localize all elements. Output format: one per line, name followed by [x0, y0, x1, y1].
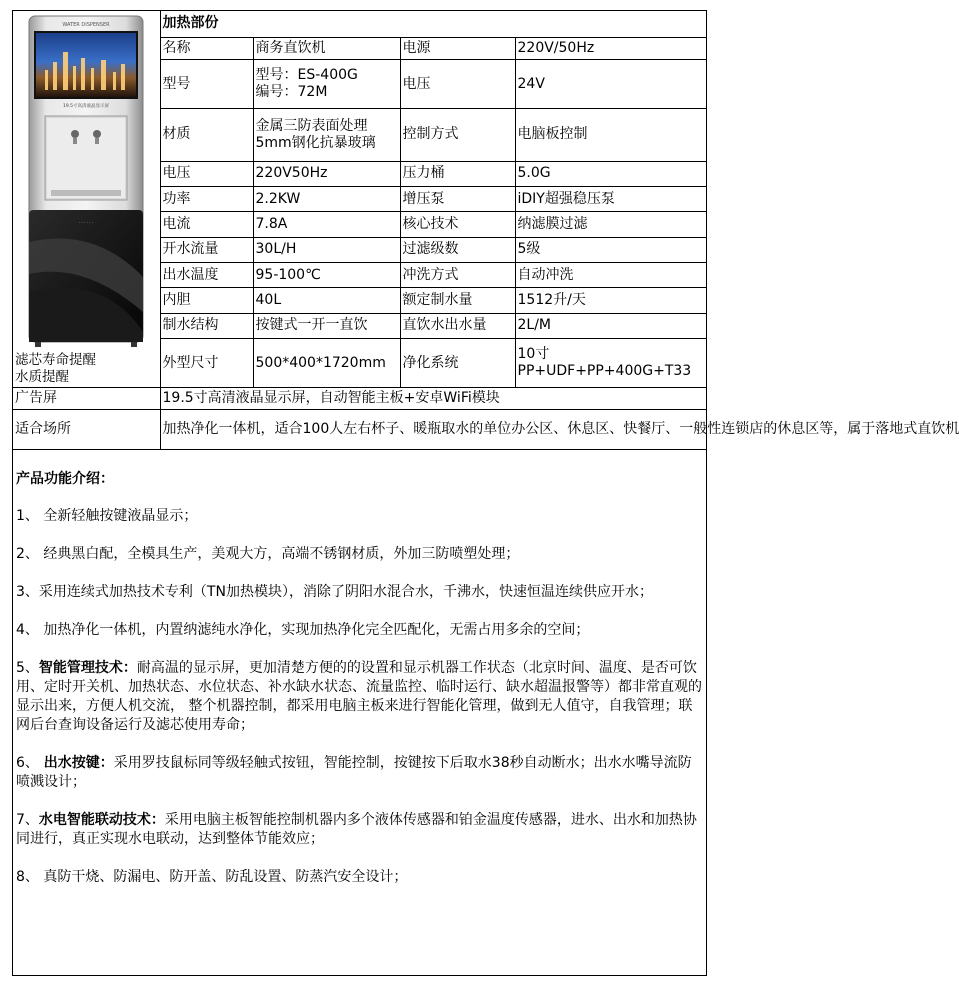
spec-value: 5级 — [515, 237, 707, 262]
spec-value: 自动冲洗 — [515, 263, 707, 288]
spec-value: 2L/M — [515, 313, 707, 338]
brand-logo: WATER DISPENSER — [62, 22, 110, 28]
spec-label: 外型尺寸 — [160, 339, 253, 388]
spec-label: 电源 — [400, 37, 515, 59]
spec-value: 500*400*1720mm — [253, 339, 400, 388]
filter-size: 10寸 — [517, 346, 550, 363]
spec-value — [515, 339, 707, 388]
spec-value: 5.0G — [515, 161, 707, 186]
spec-value: 1512升/天 — [515, 288, 707, 313]
spec-label: 开水流量 — [160, 237, 253, 262]
spec-value: 商务直饮机 — [253, 37, 400, 59]
material-line-1: 金属三防表面处理 — [255, 117, 368, 134]
filter-stages: PP+UDF+PP+400G+T33 — [517, 363, 692, 380]
spec-value: 220V50Hz — [253, 161, 400, 186]
filter-life-reminder: 滤芯寿命提醒 — [15, 352, 96, 368]
material-line-2: 5mm钢化抗暴玻璃 — [255, 134, 376, 151]
spec-value: 纳滤膜过滤 — [515, 212, 707, 237]
spec-value: 40L — [253, 288, 400, 313]
water-dispenser-illustration — [15, 12, 157, 348]
spec-label: 出水温度 — [160, 263, 253, 288]
spec-label: 控制方式 — [400, 108, 515, 161]
spec-label: 核心技术 — [400, 212, 515, 237]
feature-item: 5、智能管理技术：耐高温的显示屏，更加清楚方便的的设置和显示机器工作状态（北京时间、温度、是否可饮用、定时开关机、加热状态、水位状态、补水缺水状态、流量监控、临时运行、缺水超温报警等）都非常直观的显示出来，方便人机交流， 整个机器控制，都采用电脑主板来进行智能化管理，做到无人值守，自我管理；联网后台查询设备运行及滤芯使用寿命； — [16, 660, 702, 733]
spec-label: 过滤级数 — [400, 237, 515, 262]
spec-label: 直饮水出水量 — [400, 313, 515, 338]
spec-label: 额定制水量 — [400, 288, 515, 313]
spec-sheet — [12, 10, 959, 976]
product-image — [15, 12, 157, 348]
spec-label: 功率 — [160, 187, 253, 212]
feature-item: 1、 全新轻触按键液晶显示； — [16, 508, 198, 524]
spec-value: 95-100℃ — [253, 263, 400, 288]
spec-label: 电压 — [400, 60, 515, 109]
product-features — [13, 468, 706, 887]
spec-value — [253, 108, 400, 161]
product-photo-cell — [13, 11, 160, 388]
ad-screen-value: 19.5寸高清液晶显示屏，自动智能主板+安卓WiFi模块 — [160, 388, 707, 410]
model-number: 型号：ES-400G — [255, 67, 358, 84]
spec-value: 220V/50Hz — [515, 37, 707, 59]
water-quality-reminder: 水质提醒 — [15, 369, 69, 385]
feature-item: 2、 经典黑白配，全模具生产，美观大方，高端不锈钢材质，外加三防喷塑处理； — [16, 546, 520, 562]
spec-value: 7.8A — [253, 212, 400, 237]
serial-number: 编号：72M — [255, 84, 328, 101]
spec-label: 名称 — [160, 37, 253, 59]
spec-label: 增压泵 — [400, 187, 515, 212]
spec-label: 型号 — [160, 60, 253, 109]
spec-label: 冲洗方式 — [400, 263, 515, 288]
spec-value: iDIY超强稳压泵 — [515, 187, 707, 212]
spec-label: 材质 — [160, 108, 253, 161]
spec-value: 30L/H — [253, 237, 400, 262]
spec-label: 压力桶 — [400, 161, 515, 186]
spec-value: 电脑板控制 — [515, 108, 707, 161]
spec-label: 内胆 — [160, 288, 253, 313]
spec-label: 净化系统 — [400, 339, 515, 388]
feature-item: 3、采用连续式加热技术专利（TN加热模块），消除了阴阳水混合水，千沸水，快速恒温连续供应开水； — [16, 584, 653, 600]
feature-item: 6、 出水按键：采用罗技鼠标同等级轻触式按钮，智能控制，按键按下后取水38秒自动断水；出水水嘴导流防喷溅设计； — [16, 755, 692, 790]
spec-value — [253, 60, 400, 109]
heating-section-title: 加热部份 — [160, 11, 707, 37]
features-title: 产品功能介绍： — [16, 471, 114, 487]
spec-value: 24V — [515, 60, 707, 109]
ad-screen-label: 广告屏 — [13, 388, 160, 410]
spec-label: 制水结构 — [160, 313, 253, 338]
feature-item: 7、水电智能联动技术：采用电脑主板智能控制机器内多个液体传感器和铂金温度传感器，进水、出水和加热协同进行，真正实现水电联动，达到整体节能效应； — [16, 812, 697, 847]
spec-value: 2.2KW — [253, 187, 400, 212]
panel-label: · · · · · · — [79, 220, 94, 225]
spec-table — [13, 11, 959, 450]
spec-label: 电压 — [160, 161, 253, 186]
feature-item: 4、 加热净化一体机，内置纳滤纯水净化，实现加热净化完全匹配化，无需占用多余的空间； — [16, 622, 590, 638]
feature-item: 8、 真防干烧、防漏电、防开盖、防乱设置、防蒸汽安全设计； — [16, 869, 408, 885]
spec-value: 按键式一开一直饮 — [253, 313, 400, 338]
usage-value: 加热净化一体机，适合100人左右杯子、暖瓶取水的单位办公区、休息区、快餐厅、一般性连锁店的休息区等，属于落地式直饮机 — [160, 410, 707, 450]
usage-label: 适合场所 — [13, 410, 160, 450]
spec-label: 电流 — [160, 212, 253, 237]
screen-caption: 19.5寸高清液晶显示屏 — [63, 104, 110, 109]
